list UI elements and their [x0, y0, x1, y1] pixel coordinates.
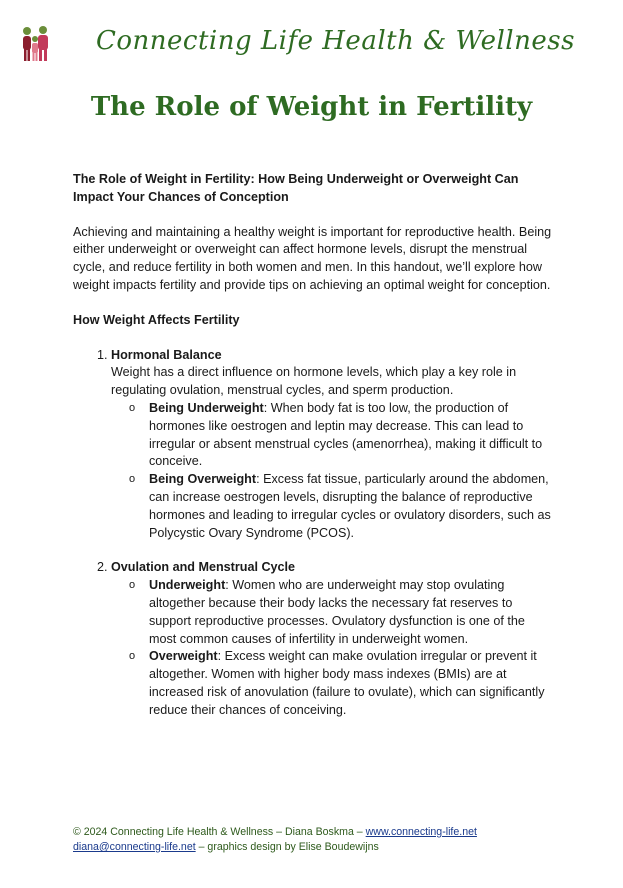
document-body: [73, 171, 553, 737]
bullet-label: Overweight: [149, 649, 218, 664]
website-link[interactable]: www.connecting-life.net: [365, 826, 477, 838]
numbered-list: [73, 347, 553, 720]
bullet-label: Being Overweight: [149, 472, 257, 487]
bullet-item: [149, 577, 553, 648]
intro-paragraph: Achieving and maintaining a healthy weight is important for reproductive health. Being either underweight or overweight can affect hormone levels, disrupt the menstrual cycle, and reduce fertility in both women and men. In this handout, we’ll explore how weight impacts fertility and provide tips on achieving an optimal weight for conception.: [73, 224, 552, 292]
document-subtitle: The Role of Weight in Fertility: How Being Underweight or Overweight Can Impact Your Chances of Conception: [73, 172, 519, 204]
bullet-list: [111, 400, 553, 542]
bullet-text: : Excess fat tissue, particularly around the abdomen, can increase oestrogen levels, disrupting the balance of reproductive hormones and leading to irregular cycles or ovulatory disorders, such as Polycystic Ovary Syndrome (PCOS).: [149, 472, 551, 540]
bullet-item: [149, 400, 553, 471]
item-body: Weight has a direct influence on hormone levels, which play a key role in regulating ovulation, menstrual cycles, and sperm production.: [111, 365, 517, 398]
bullet-label: Being Underweight: [149, 400, 264, 415]
document-title: The Role of Weight in Fertility: [90, 92, 533, 122]
credit-text: – graphics design by Elise Boudewijns: [195, 841, 379, 853]
list-item: [111, 347, 553, 543]
bullet-text: : Excess weight can make ovulation irregular or prevent it altogether. Women with higher body mass indexes (BMIs) are at increased risk of anovulation (failure to ovulate), which can significantly reduce their chances of conceiving.: [149, 649, 545, 717]
footer-line-2: [73, 840, 593, 855]
copyright-text: © 2024 Connecting Life Health & Wellness – Diana Boskma –: [73, 826, 366, 838]
bullet-text: : When body fat is too low, the production of hormones like oestrogen and leptin may decrease. This can lead to irregular or absent menstrual cycles (amenorrhea), making it difficult to conceive.: [149, 400, 543, 469]
section-heading: How Weight Affects Fertility: [73, 312, 240, 327]
page-header: [0, 18, 623, 68]
bullet-text: : Women who are underweight may stop ovulating altogether because their body lacks the necessary fat reserves to support reproductive processes. Ovulatory dysfunction is one of the most common causes of infertility in underweight women.: [149, 578, 525, 646]
bullet-item: [149, 648, 553, 719]
family-figures-logo: [18, 24, 54, 64]
email-link[interactable]: diana@connecting-life.net: [73, 841, 196, 853]
bullet-item: [149, 471, 553, 542]
list-item: [111, 559, 553, 719]
bullet-list: [111, 577, 553, 719]
footer-line-1: [73, 825, 593, 840]
org-name: Connecting Life Health & Wellness: [96, 26, 575, 56]
item-title: 2. Ovulation and Menstrual Cycle: [111, 560, 296, 575]
page-footer: [73, 825, 593, 855]
bullet-label: Underweight: [149, 578, 226, 593]
item-title: 1. Hormonal Balance: [111, 347, 222, 362]
